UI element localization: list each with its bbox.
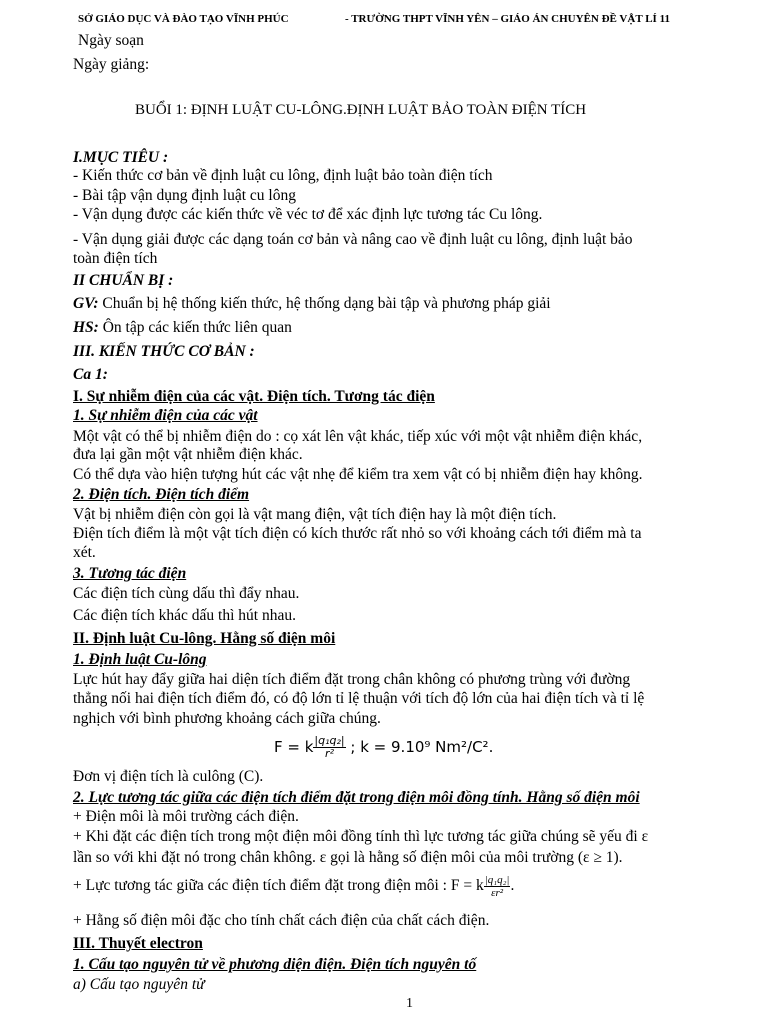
formula-fraction bbox=[484, 874, 511, 899]
teacher-prep-line bbox=[73, 294, 551, 314]
objective-item: - Kiến thức cơ bản về định luật cu lông, định luật bảo toàn điện tích bbox=[73, 167, 493, 184]
dielectric-force-formula bbox=[73, 872, 514, 900]
header-school: SỞ GIÁO DỤC VÀ ĐÀO TẠO VĨNH PHÚC bbox=[78, 13, 289, 25]
subsection-3-1-a: a) Cấu tạo nguyên tử bbox=[73, 976, 205, 993]
formula-fraction bbox=[313, 735, 345, 760]
header-course: - TRƯỜNG THPT VĨNH YÊN – GIÁO ÁN CHUYÊN ĐỀ VẬT LÍ 11 bbox=[345, 13, 670, 25]
paragraph-line: xét. bbox=[73, 544, 96, 561]
session-label: Ca 1: bbox=[73, 366, 108, 383]
date-prepared-label: Ngày soạn bbox=[78, 32, 144, 49]
paragraph-line: Điện tích điểm là một vật tích điện có kích thước rất nhỏ so với khoảng cách tới điểm mà ta bbox=[73, 525, 642, 542]
paragraph-line: Vật bị nhiễm điện còn gọi là vật mang điện, vật tích điện hay là một điện tích. bbox=[73, 506, 557, 523]
teacher-label: GV: bbox=[73, 295, 99, 312]
student-label: HS: bbox=[73, 319, 99, 336]
subsection-2-2-title: 2. Lực tương tác giữa các điện tích điểm đặt trong điện môi đồng tính. Hằng số điện môi bbox=[73, 789, 640, 806]
paragraph-line: thẳng nối hai điện tích điểm đó, có độ lớn tỉ lệ thuận với tích độ lớn của hai điện tích và tỉ lệ bbox=[73, 690, 645, 707]
formula-numerator: |q₁q₂| bbox=[484, 873, 510, 886]
objective-item: toàn điện tích bbox=[73, 250, 158, 267]
subsection-1-3-title: 3. Tương tác điện bbox=[73, 565, 187, 582]
objective-item: - Vận dụng được các kiến thức về véc tơ để xác định lực tương tác Cu lông. bbox=[73, 206, 543, 223]
paragraph-line: Các điện tích khác dấu thì hút nhau. bbox=[73, 607, 296, 624]
page-number: 1 bbox=[406, 996, 413, 1011]
paragraph-line: Lực hút hay đẩy giữa hai diện tích điểm đặt trong chân không có phương trùng với đường bbox=[73, 671, 631, 688]
student-prep-text: Ôn tập các kiến thức liên quan bbox=[98, 319, 292, 336]
paragraph-line: + Điện môi là môi trường cách điện. bbox=[73, 808, 299, 825]
paragraph-line: + Khi đặt các điện tích trong một điện môi đồng tính thì lực tương tác giữa chúng sẽ yếu đi ε bbox=[73, 828, 649, 845]
charge-unit-line: Đơn vị điện tích là culông (C). bbox=[73, 768, 264, 785]
student-prep-line bbox=[73, 318, 292, 338]
paragraph-line: Có thể dựa vào hiện tượng hút các vật nhẹ để kiểm tra xem vật có bị nhiễm điện hay không. bbox=[73, 466, 643, 483]
preparation-heading: II CHUẨN BỊ : bbox=[73, 272, 174, 289]
formula-prefix: + Lực tương tác giữa các điện tích điểm đặt trong điện môi : F = k bbox=[73, 877, 484, 894]
formula-denominator: r² bbox=[325, 747, 334, 760]
formula-lhs: F = k bbox=[274, 738, 314, 756]
coulomb-formula bbox=[274, 733, 493, 761]
paragraph-line: Các điện tích cùng dấu thì đẩy nhau. bbox=[73, 585, 300, 602]
section-3-title: III. Thuyết electron bbox=[73, 935, 203, 952]
objective-item: - Bài tập vận dụng định luật cu lông bbox=[73, 187, 296, 204]
subsection-1-1-title: 1. Sự nhiễm điện của các vật bbox=[73, 407, 258, 424]
formula-suffix: . bbox=[510, 877, 515, 894]
section-2-title: II. Định luật Cu-lông. Hằng số điện môi bbox=[73, 630, 336, 647]
paragraph-line: đưa lại gần một vật nhiễm điện khác. bbox=[73, 446, 303, 463]
paragraph-line: nghịch với bình phương khoảng cách giữa chúng. bbox=[73, 710, 381, 727]
objectives-heading: I.MỤC TIÊU : bbox=[73, 149, 169, 166]
formula-rhs: ; k = 9.10⁹ Nm²/C². bbox=[345, 738, 494, 756]
teacher-prep-text: Chuẩn bị hệ thống kiến thức, hệ thống dạng bài tập và phương pháp giải bbox=[98, 295, 551, 312]
lesson-title: BUỔI 1: ĐỊNH LUẬT CU-LÔNG.ĐỊNH LUẬT BẢO TOÀN ĐIỆN TÍCH bbox=[135, 102, 587, 118]
section-1-title: I. Sự nhiễm điện của các vật. Điện tích. Tương tác điện bbox=[73, 388, 435, 405]
formula-numerator: |q₁q₂| bbox=[314, 734, 345, 747]
paragraph-line: lần so với khi đặt nó trong chân không. ε gọi là hằng số điện môi của môi trường (ε ≥ 1). bbox=[73, 849, 623, 866]
paragraph-line: Một vật có thể bị nhiễm điện do : cọ xát lên vật khác, tiếp xúc với một vật nhiễm điện khác, bbox=[73, 428, 643, 445]
objective-item: - Vận dụng giải được các dạng toán cơ bản và nâng cao về định luật cu lông, định luật bảo bbox=[73, 231, 633, 248]
date-taught-label: Ngày giảng: bbox=[73, 56, 150, 73]
formula-denominator: εr² bbox=[491, 886, 504, 899]
subsection-3-1-title: 1. Cấu tạo nguyên tử về phương diện điện. Điện tích nguyên tố bbox=[73, 956, 477, 973]
paragraph-line: + Hằng số điện môi đặc cho tính chất cách điện của chất cách điện. bbox=[73, 912, 490, 929]
knowledge-heading: III. KIẾN THỨC CƠ BẢN : bbox=[73, 343, 255, 360]
subsection-2-1-title: 1. Định luật Cu-lông bbox=[73, 651, 207, 668]
subsection-1-2-title: 2. Điện tích. Điện tích điểm bbox=[73, 486, 250, 503]
